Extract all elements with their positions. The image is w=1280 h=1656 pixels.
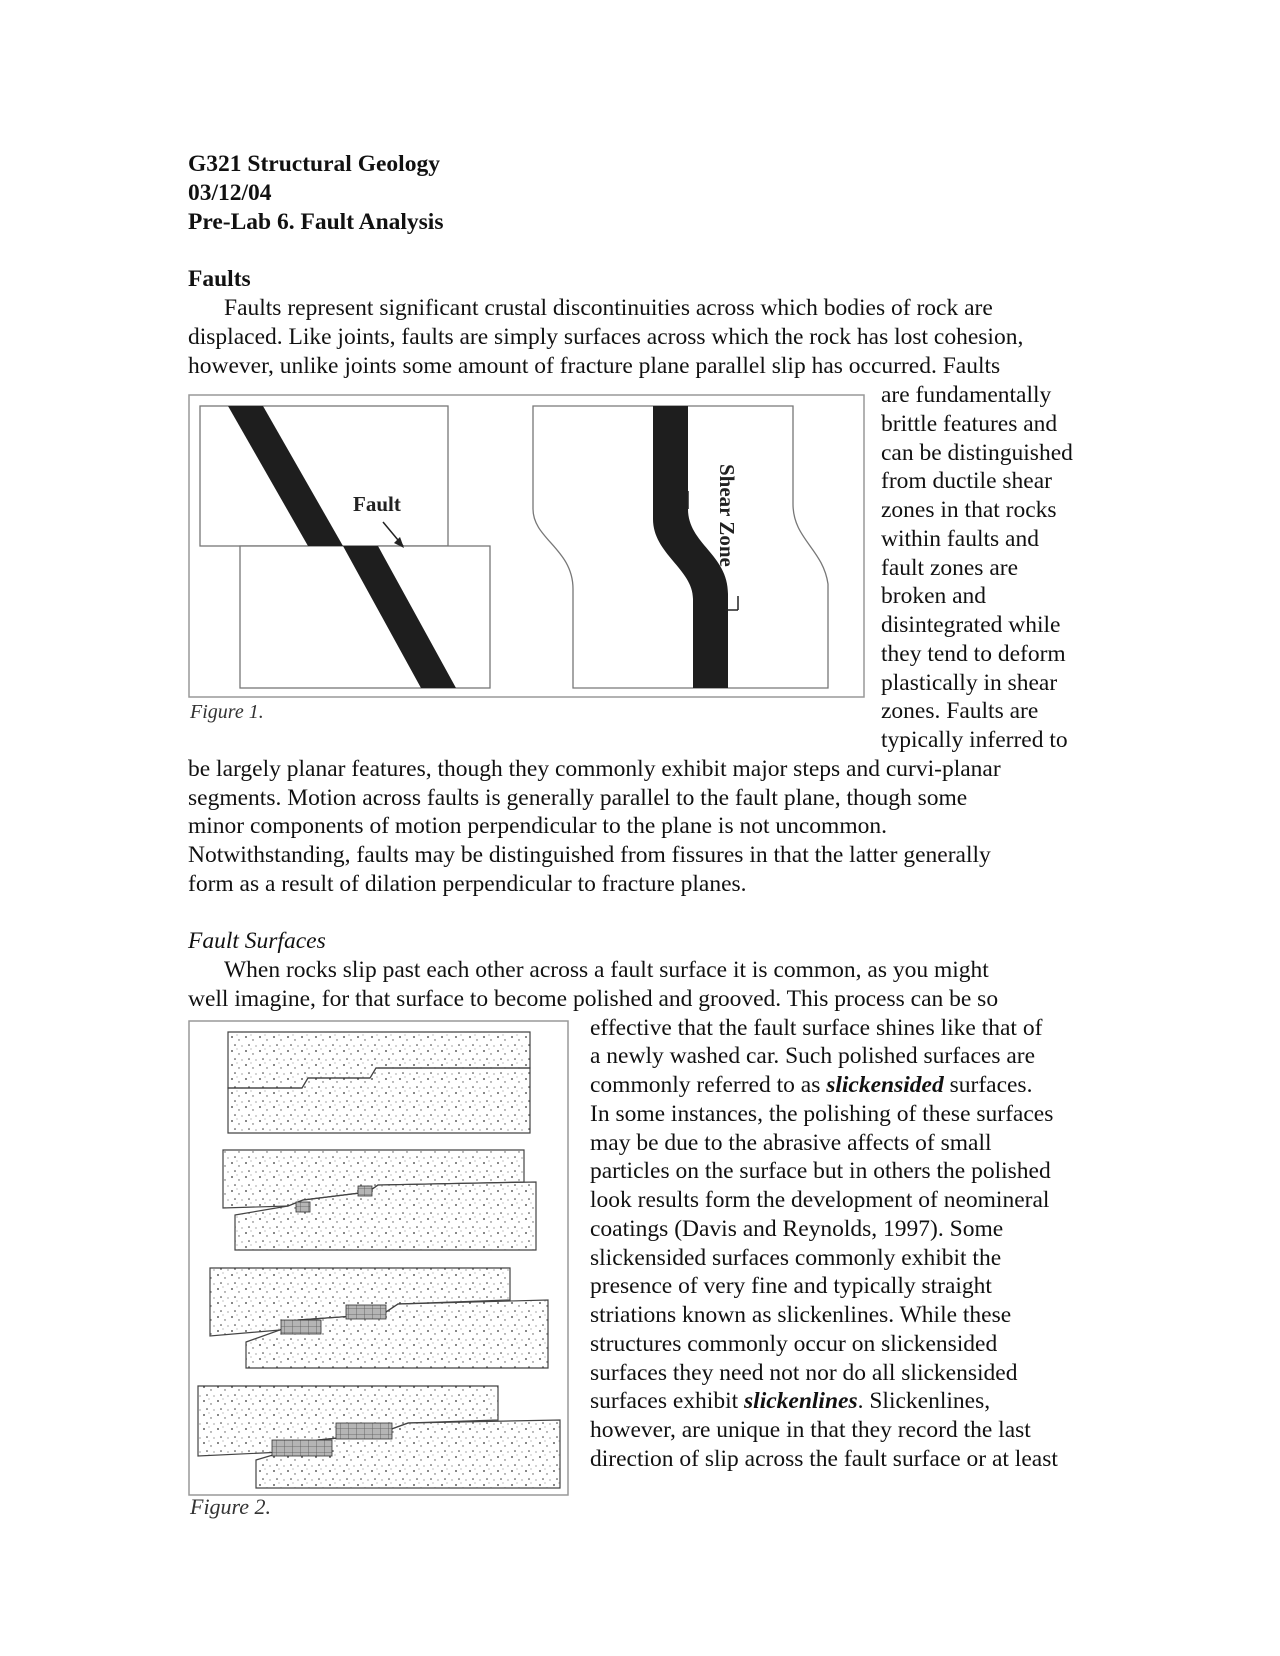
paragraph-line: look results form the development of neomineral: [590, 1187, 1050, 1213]
course-title: G321 Structural Geology: [188, 151, 440, 177]
paragraph-line: disintegrated while: [881, 612, 1061, 638]
paragraph-line: direction of slip across the fault surface or at least: [590, 1446, 1058, 1472]
text-run: surfaces.: [943, 1072, 1033, 1098]
stage-4-mineral-steps: [272, 1440, 332, 1456]
paragraph-line: In some instances, the polishing of these surfaces: [590, 1101, 1054, 1127]
paragraph-line: brittle features and: [881, 411, 1058, 437]
paragraph-line: zones. Faults are: [881, 698, 1039, 724]
paragraph-line: structures commonly occur on slickensided: [590, 1331, 998, 1357]
paragraph-line: effective that the fault surface shines like that of: [590, 1015, 1043, 1041]
paragraph-line: minor components of motion perpendicular to the plane is not uncommon.: [188, 813, 887, 839]
paragraph-line: within faults and: [881, 526, 1039, 552]
paragraph-line: typically inferred to: [881, 727, 1068, 753]
paragraph-line: zones in that rocks: [881, 497, 1057, 523]
section-heading-fault-surfaces: Fault Surfaces: [188, 928, 326, 954]
paragraph-line: can be distinguished: [881, 440, 1073, 466]
paragraph-line: slickensided surfaces commonly exhibit the: [590, 1245, 1002, 1271]
stage-3-mineral-steps: [346, 1305, 386, 1319]
paragraph-line: plastically in shear: [881, 670, 1058, 696]
term-slickensided: slickensided: [826, 1072, 944, 1098]
paragraph-line: however, unlike joints some amount of fracture plane parallel slip has occurred. Faults: [188, 353, 1001, 379]
stage-4-mineral-steps: [336, 1423, 392, 1439]
paragraph-line: form as a result of dilation perpendicular to fracture planes.: [188, 871, 747, 897]
paragraph-line: fault zones are: [881, 555, 1019, 581]
paragraph-line: displaced. Like joints, faults are simply surfaces across which the rock has lost cohesion,: [188, 324, 1024, 350]
document-date: 03/12/04: [188, 180, 272, 206]
lab-title: Pre-Lab 6. Fault Analysis: [188, 209, 444, 235]
figure-2-slickenside-stages: [188, 1020, 570, 1496]
stage-2-mineral-step: [296, 1202, 310, 1212]
paragraph-line: striations known as slickenlines. While these: [590, 1302, 1012, 1328]
fault-label: Fault: [353, 492, 401, 516]
paragraph-line: however, are unique in that they record the last: [590, 1417, 1031, 1443]
paragraph-line: Notwithstanding, faults may be distinguished from fissures in that the latter generally: [188, 842, 991, 868]
text-run: . Slickenlines,: [857, 1388, 991, 1414]
stage-3-mineral-steps: [281, 1320, 321, 1334]
paragraph-line: they tend to deform: [881, 641, 1066, 667]
figure-1-fault-vs-shear-zone: [188, 394, 866, 700]
paragraph-line: segments. Motion across faults is generally parallel to the fault plane, though some: [188, 785, 968, 811]
paragraph-line: are fundamentally: [881, 382, 1052, 408]
paragraph-line: a newly washed car. Such polished surfaces are: [590, 1043, 1036, 1069]
text-run: commonly referred to as: [590, 1072, 827, 1098]
term-slickenlines: slickenlines: [744, 1388, 858, 1414]
text-run: surfaces exhibit: [590, 1388, 745, 1414]
paragraph-line: may be due to the abrasive affects of small: [590, 1130, 992, 1156]
figure-2-caption: Figure 2.: [190, 1494, 272, 1519]
paragraph-line: [590, 1071, 1032, 1100]
shear-zone-label: Shear Zone: [715, 464, 739, 567]
paragraph-line: particles on the surface but in others the polished: [590, 1158, 1051, 1184]
paragraph-line: When rocks slip past each other across a fault surface it is common, as you might: [224, 957, 989, 983]
section-heading-faults: Faults: [188, 266, 251, 292]
stage-2-mineral-step: [358, 1186, 372, 1196]
figure-1-caption: Figure 1.: [190, 701, 264, 723]
paragraph-line: from ductile shear: [881, 468, 1052, 494]
paragraph-line: presence of very fine and typically straight: [590, 1273, 992, 1299]
paragraph-line: broken and: [881, 583, 987, 609]
paragraph-line: Faults represent significant crustal discontinuities across which bodies of rock are: [224, 295, 993, 321]
paragraph-line: [590, 1387, 990, 1416]
paragraph-line: surfaces they need not nor do all slickensided: [590, 1360, 1018, 1386]
paragraph-line: coatings (Davis and Reynolds, 1997). Some: [590, 1216, 1004, 1242]
paragraph-line: well imagine, for that surface to become polished and grooved. This process can be so: [188, 986, 999, 1012]
paragraph-line: be largely planar features, though they commonly exhibit major steps and curvi-planar: [188, 756, 1001, 782]
